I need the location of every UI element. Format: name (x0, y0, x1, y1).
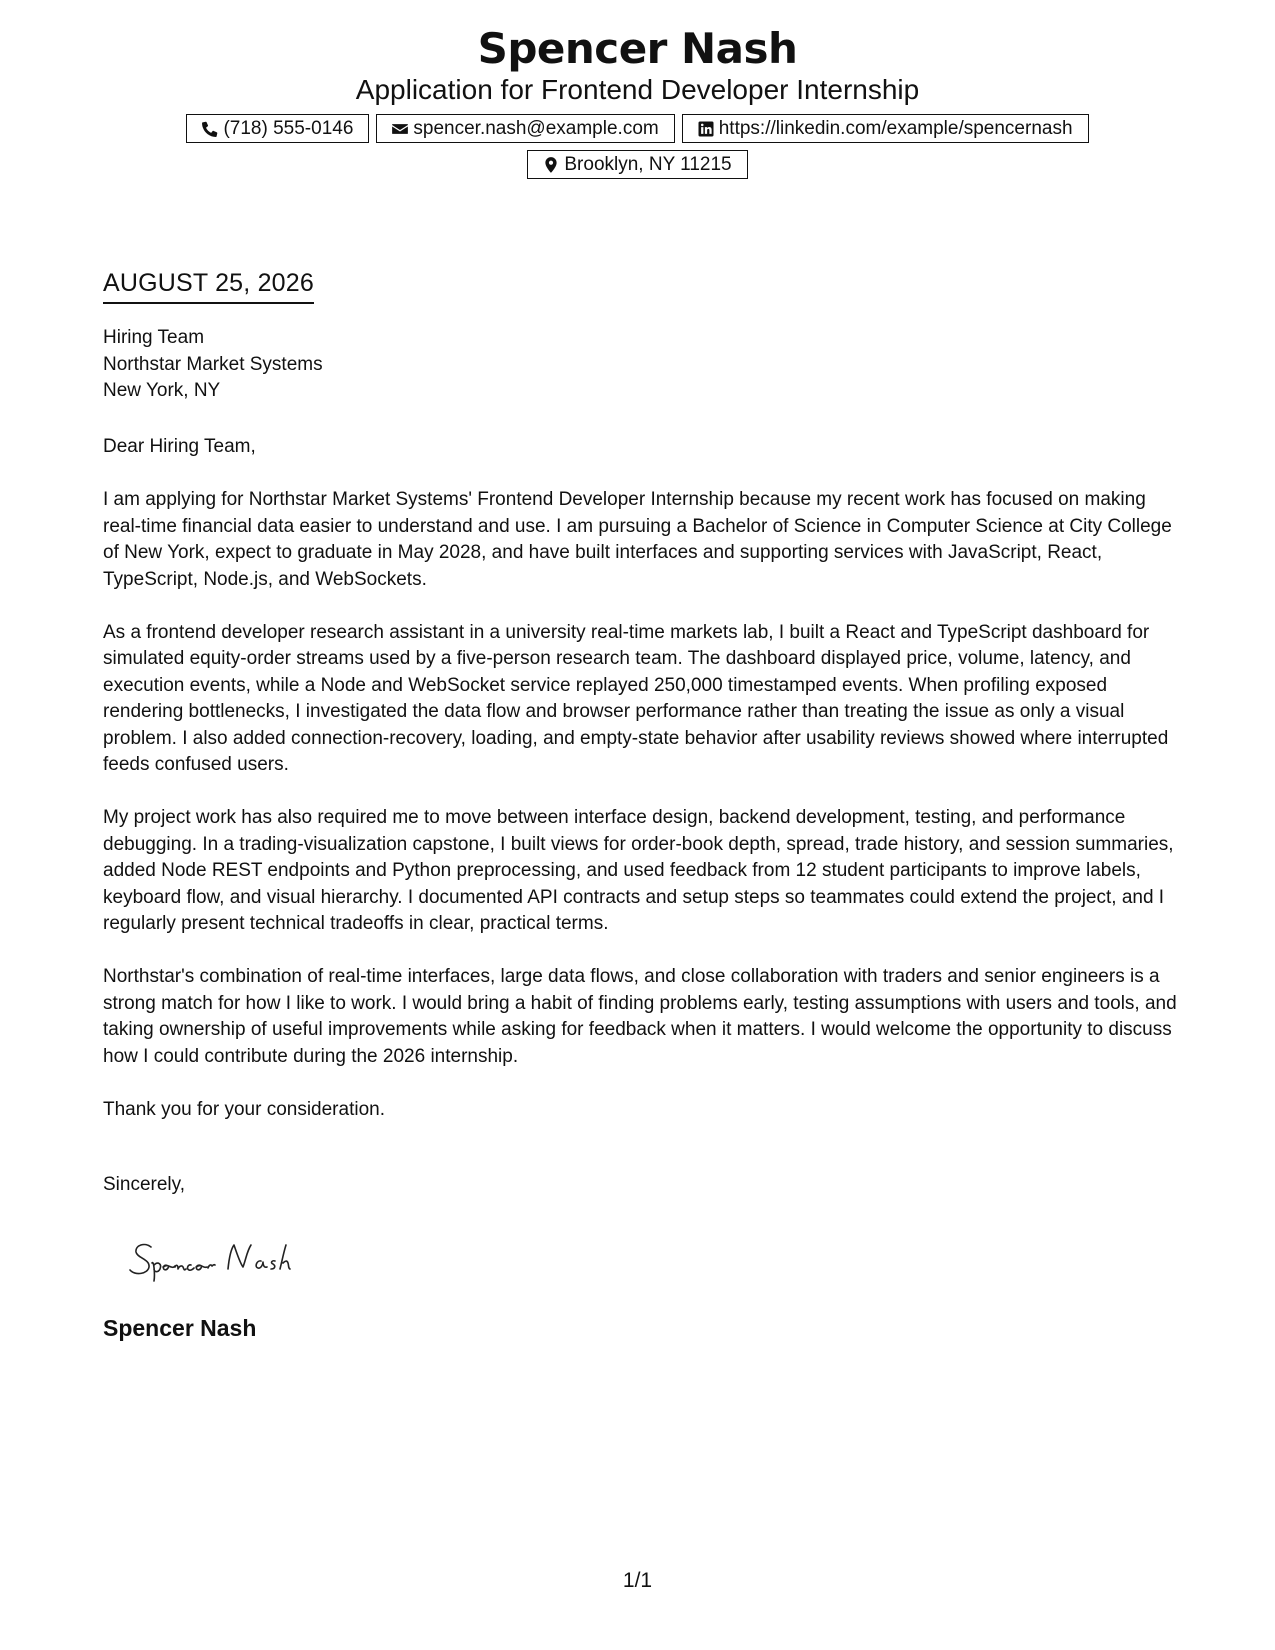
body-paragraph: My project work has also required me to move between interface design, backend development, testing, and performance debugging. In a trading-visualization capstone, I built views for order-book depth, spread, trade history, and session summaries, added Node REST endpoints and Python preprocessing, and used feedback from 12 student participants to improve labels, keyboard flow, and visual hierarchy. I documented API contracts and setup steps so teammates could extend the project, and I regularly present technical tradeoffs in clear, practical terms. (103, 807, 1174, 934)
location-contact (527, 150, 747, 179)
applicant-name: Spencer Nash (477, 24, 798, 73)
letter-header (0, 22, 1275, 179)
contact-row (0, 114, 1275, 143)
recipient-line: Northstar Market Systems (103, 353, 323, 375)
linkedin-text: https://linkedin.com/example/spencernash (718, 117, 1073, 139)
contact-row-location (0, 150, 1275, 179)
map-marker-icon (542, 156, 560, 174)
recipient-line: New York, NY (103, 380, 221, 401)
body-paragraph: Northstar's combination of real-time interfaces, large data flows, and close collaboration with traders and senior engineers is a strong match for how I like to work. I would bring a habit of finding problems early, testing assumptions with users and tools, and taking ownership of useful improvements while asking for feedback when it matters. I would welcome the opportunity to discuss how I could contribute during the 2026 internship. (103, 966, 1177, 1067)
location-text: Brooklyn, NY 11215 (564, 153, 732, 175)
phone-text: (718) 555-0146 (223, 117, 354, 139)
body-paragraph: I am applying for Northstar Market Systems' Frontend Developer Internship because my recent work has focused on making real-time financial data easier to understand and use. I am pursuing a Bachelor of Science in Computer Science at City College of New York, expect to graduate in May 2028, and have built interfaces and supporting services with JavaScript, React, TypeScript, Node.js, and WebSockets. (103, 489, 1172, 590)
signer-name: Spencer Nash (103, 1315, 257, 1341)
email-contact[interactable] (376, 114, 674, 143)
page-number: 1/1 (622, 1569, 653, 1592)
body-paragraph: As a frontend developer research assistant in a university real-time markets lab, I built a React and TypeScript dashboard for simulated equity-order streams used by a five-person research team. The dashboard displayed price, volume, latency, and execution events, while a Node and WebSocket service replayed 250,000 timestamped events. When profiling exposed rendering bottlenecks, I investigated the data flow and browser performance rather than treating the issue as only a visual problem. I also added connection-recovery, loading, and empty-state behavior after usability reviews showed where interrupted feeds confused users. (103, 621, 1169, 775)
phone-contact[interactable] (186, 114, 369, 143)
linkedin-icon (697, 120, 715, 138)
letter-date: AUGUST 25, 2026 (103, 268, 314, 304)
salutation: Dear Hiring Team, (103, 436, 256, 457)
closing: Sincerely, (103, 1174, 186, 1195)
handwritten-signature (125, 1225, 345, 1295)
recipient-block (103, 325, 323, 405)
thank-you-line: Thank you for your consideration. (103, 1098, 385, 1120)
envelope-icon (391, 120, 409, 138)
email-text: spencer.nash@example.com (413, 117, 659, 139)
letter-body (103, 434, 1178, 1150)
recipient-line: Hiring Team (103, 327, 205, 348)
application-title: Application for Frontend Developer Internship (355, 74, 920, 105)
linkedin-contact[interactable] (682, 114, 1089, 143)
phone-icon (201, 120, 219, 138)
